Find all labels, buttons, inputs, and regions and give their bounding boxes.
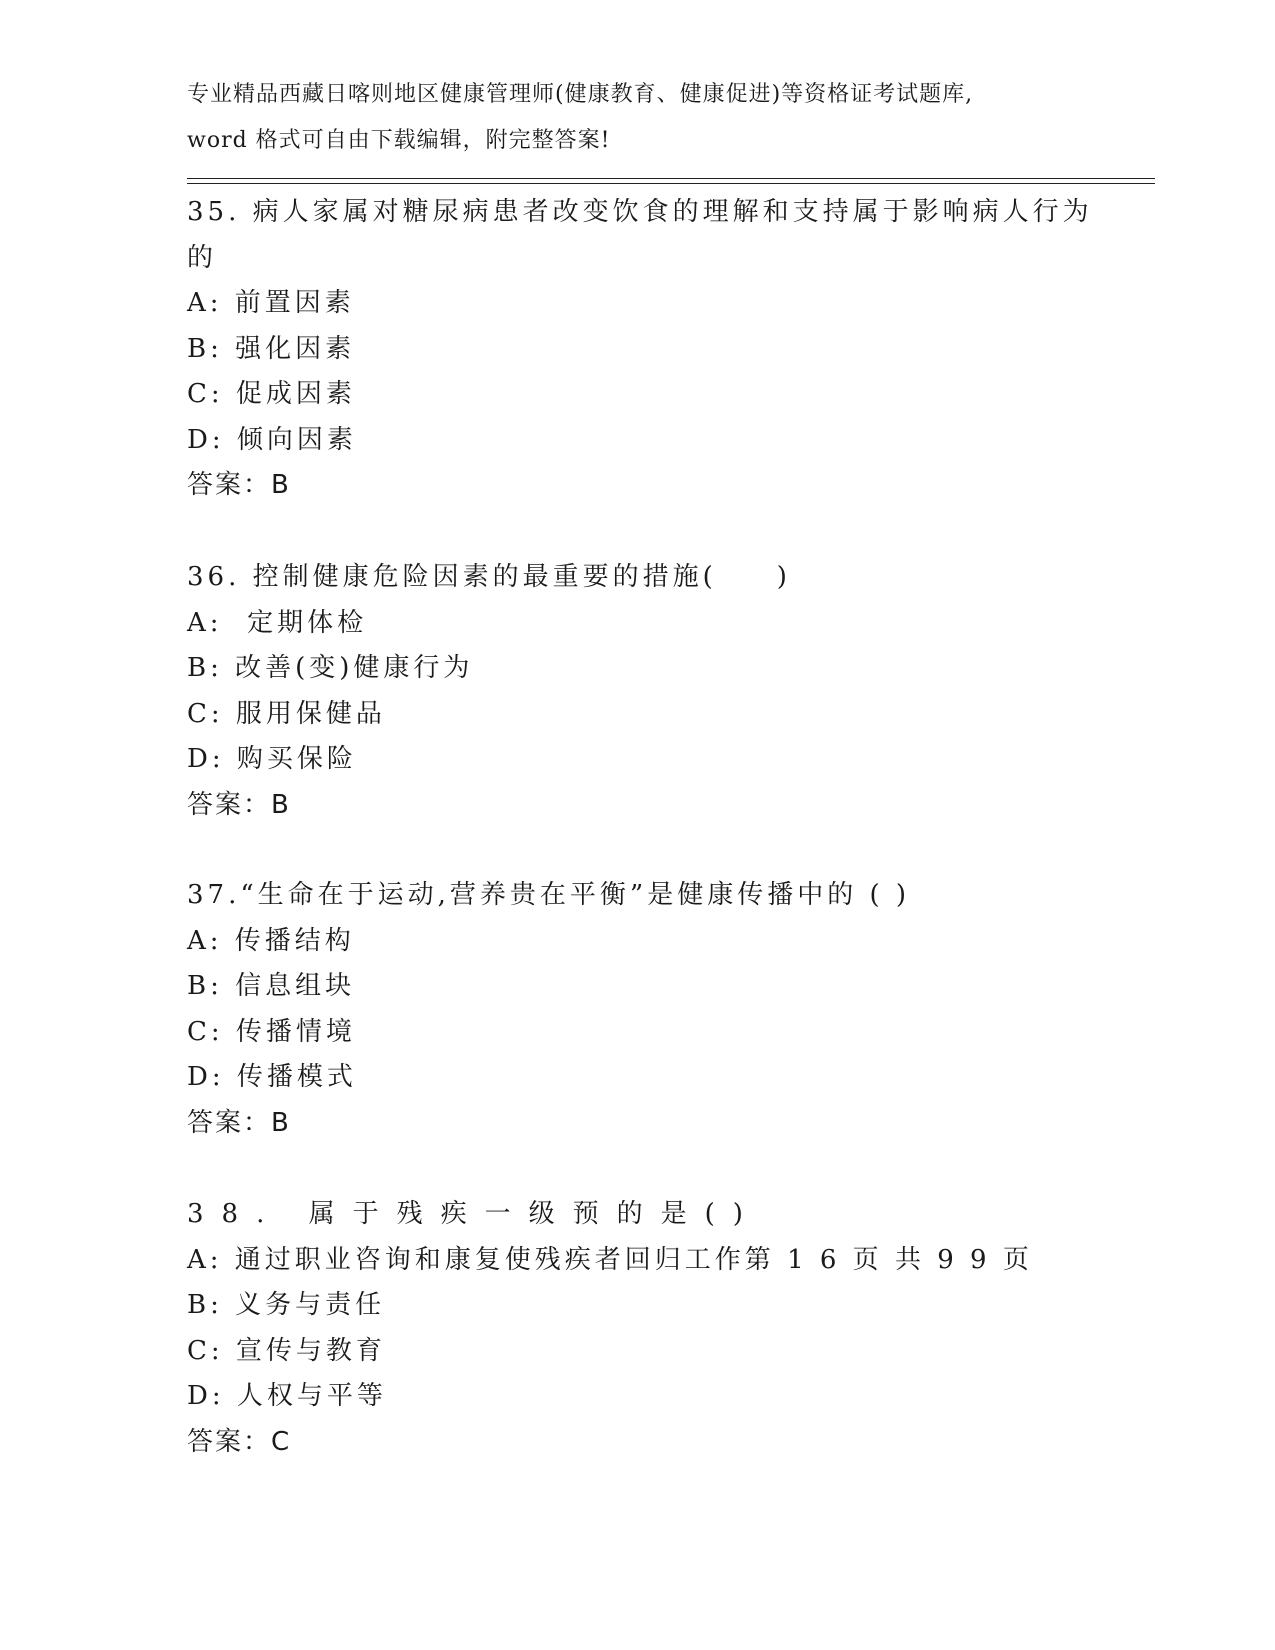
question-stem-continued: 的 — [187, 242, 218, 273]
question-37 — [187, 873, 1087, 1146]
header-divider-bottom — [187, 183, 1155, 184]
answer: 答案：B — [187, 789, 291, 820]
question-38 — [187, 1192, 1087, 1465]
option-d: D: 购买保险 — [187, 744, 357, 774]
option-c: C: 宣传与教育 — [187, 1335, 386, 1366]
option-d: D: 传播模式 — [187, 1062, 357, 1092]
document-header — [187, 72, 1087, 163]
option-d: D: 人权与平等 — [187, 1381, 387, 1411]
option-a: A: 前置因素 — [187, 288, 355, 318]
question-36 — [187, 555, 1087, 828]
answer: 答案：C — [187, 1426, 292, 1457]
option-b: B: 义务与责任 — [187, 1290, 386, 1320]
question-stem: 38. 属于残疾一级预的是() — [187, 1199, 761, 1229]
option-c: C: 传播情境 — [187, 1016, 356, 1047]
question-stem: 35. 病人家属对糖尿病患者改变饮食的理解和支持属于影响病人行为 — [187, 197, 1093, 227]
answer: 答案：B — [187, 1107, 291, 1138]
option-b: B: 信息组块 — [187, 971, 356, 1001]
option-d: D: 倾向因素 — [187, 424, 357, 455]
header-line-2: word 格式可自由下载编辑，附完整答案! — [187, 127, 611, 153]
option-a: A: 通过职业咨询和康复使残疾者回归工作第 1 6 页 共 9 9 页 — [187, 1244, 1033, 1275]
option-b: B: 强化因素 — [187, 333, 356, 364]
header-line-1: 专业精品西藏日喀则地区健康管理师(健康教育、健康促进)等资格证考试题库, — [187, 82, 974, 107]
option-c: C: 促成因素 — [187, 379, 356, 409]
option-c: C: 服用保健品 — [187, 698, 386, 729]
question-35 — [187, 190, 1093, 509]
question-stem: 36. 控制健康危险因素的最重要的措施( ) — [187, 562, 791, 592]
option-b: B: 改善(变)健康行为 — [187, 653, 474, 683]
question-stem: 37.“生命在于运动,营养贵在平衡”是健康传播中的 ( ) — [187, 880, 911, 910]
option-a: A: 传播结构 — [187, 925, 355, 956]
header-divider-top — [187, 178, 1155, 179]
option-a: A: 定期体检 — [187, 607, 368, 638]
answer: 答案：B — [187, 470, 291, 500]
